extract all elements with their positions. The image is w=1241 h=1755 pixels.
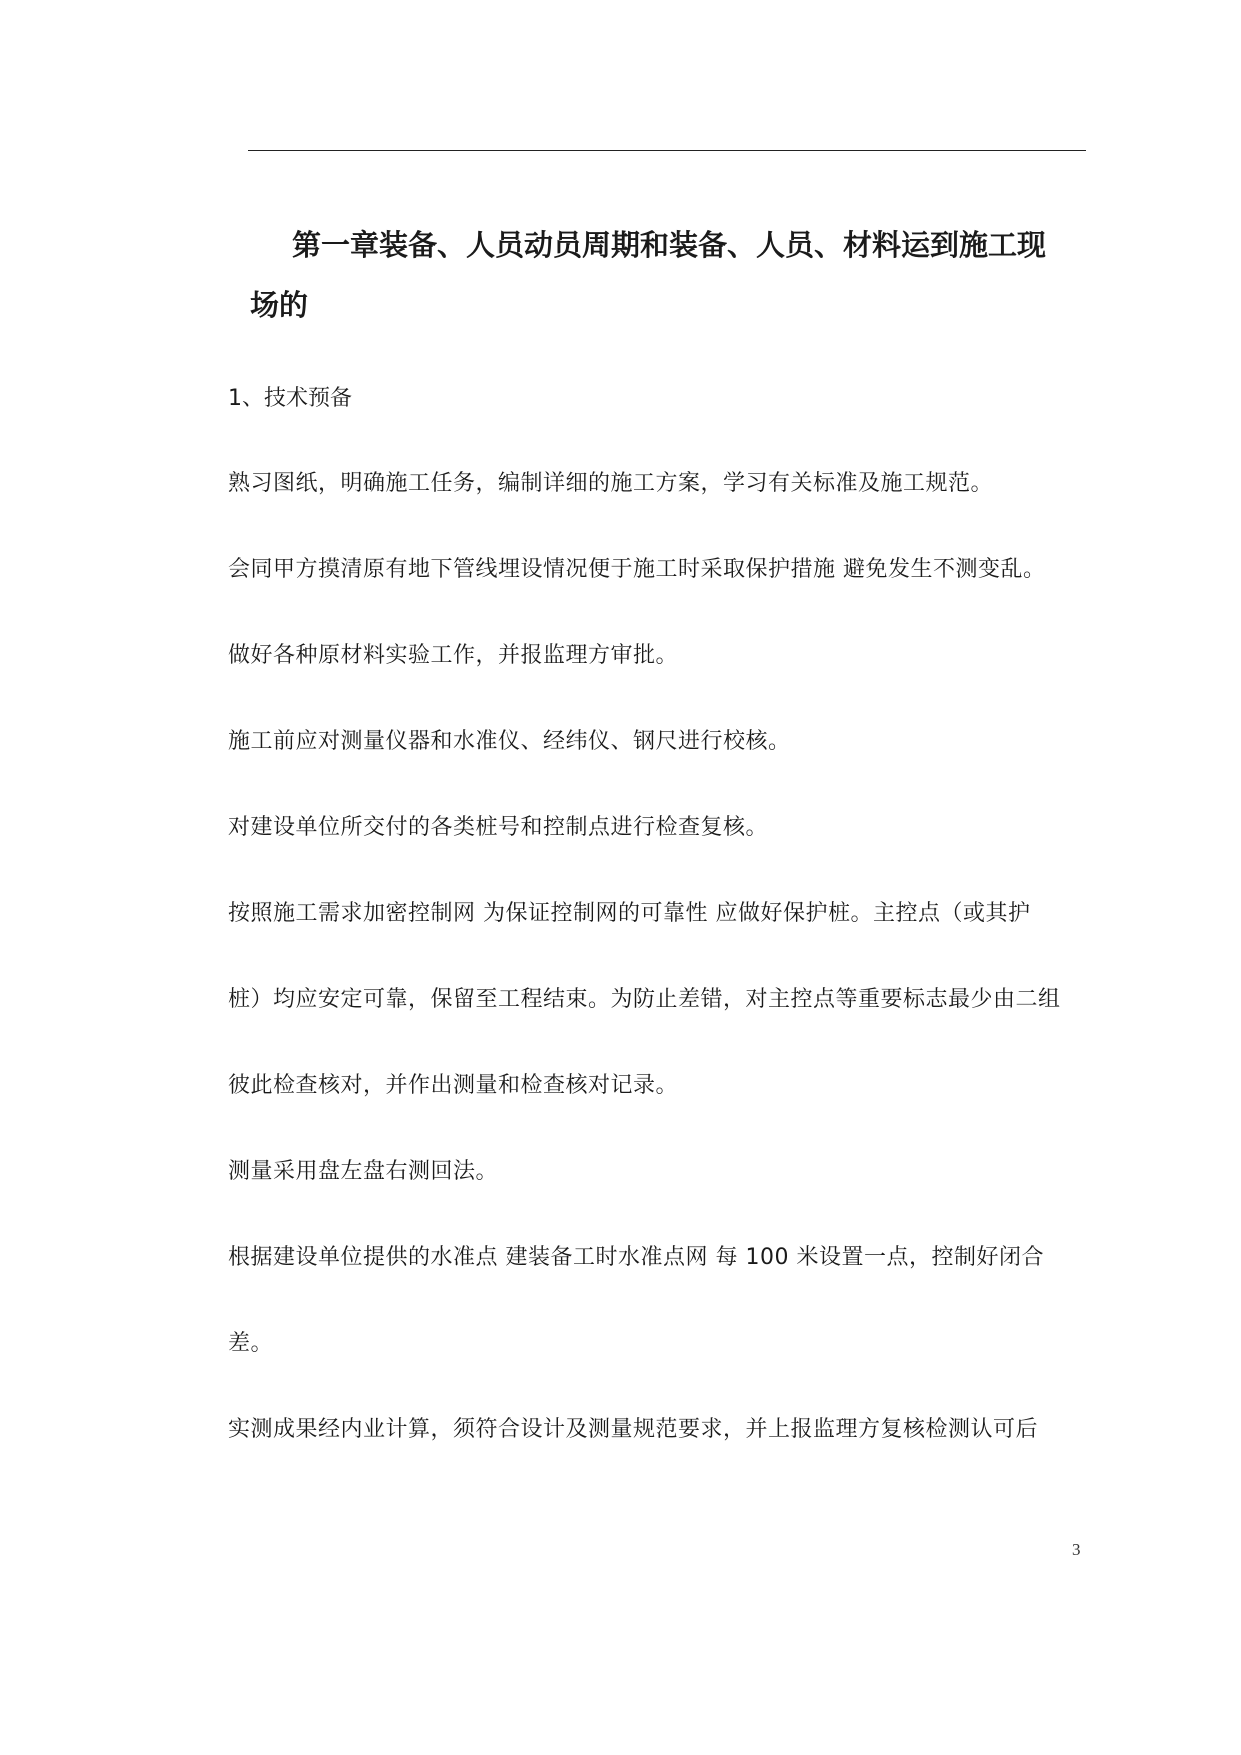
page-number: 3 [1072, 1540, 1081, 1559]
body-line-11: 差。 [228, 1331, 274, 1356]
body-line-8: 彼此检查核对，并作出测量和检查核对记录。 [228, 1073, 679, 1098]
section-heading: 1、技术预备 [228, 386, 352, 411]
body-line-3: 做好各种原材料实验工作，并报监理方审批。 [228, 643, 679, 668]
body-line-5: 对建设单位所交付的各类桩号和控制点进行检查复核。 [228, 815, 769, 840]
body-line-12: 实测成果经内业计算，须符合设计及测量规范要求，并上报监理方复核检测认可后 [228, 1417, 1039, 1442]
body-line-10: 根据建设单位提供的水准点 建装备工时水准点网 每 100 米设置一点，控制好闭合 [228, 1245, 1044, 1270]
header-rule [248, 150, 1086, 151]
body-line-6: 按照施工需求加密控制网 为保证控制网的可靠性 应做好保护桩。主控点（或其护 [228, 901, 1031, 926]
chapter-title-line-2: 场的 [250, 288, 309, 322]
chapter-title-line-1: 第一章装备、人员动员周期和装备、人员、材料运到施工现 [292, 228, 1047, 262]
body-line-9: 测量采用盘左盘右测回法。 [228, 1159, 499, 1184]
chapter-title [250, 215, 1090, 335]
body-line-2: 会同甲方摸清原有地下管线埋设情况便于施工时采取保护措施 避免发生不测变乱。 [228, 557, 1046, 582]
body-line-1: 熟习图纸，明确施工任务，编制详细的施工方案，学习有关标准及施工规范。 [228, 471, 994, 496]
body-line-7: 桩）均应安定可靠，保留至工程结束。为防止差错，对主控点等重要标志最少由二组 [228, 987, 1061, 1012]
body-line-4: 施工前应对测量仪器和水准仪、经纬仪、钢尺进行校核。 [228, 729, 791, 754]
